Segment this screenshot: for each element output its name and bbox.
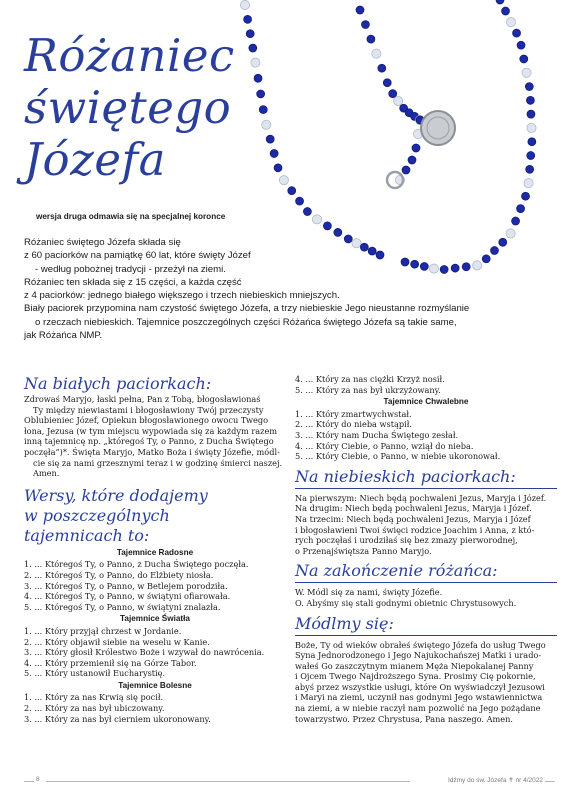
list-item: 1. ... Który za nas Krwią się pocił. — [24, 692, 164, 703]
lets-pray-heading: Módlmy się: — [295, 616, 557, 636]
prayer-line: łona, Jezusa (w tym miejscu wypowiada się za każdym razem — [24, 425, 278, 436]
white-beads-prayer — [24, 394, 286, 479]
blue-bead — [274, 164, 282, 172]
blue-bead — [389, 90, 397, 98]
right-column — [295, 374, 557, 724]
blue-beads-heading: Na niebieskich paciorkach: — [295, 469, 557, 489]
blue-bead — [522, 192, 530, 200]
blue-bead — [512, 217, 520, 225]
title-line-3: Józefa — [24, 133, 166, 186]
bolesne-title: Tajemnice Bolesne — [118, 680, 192, 690]
blue-bead — [527, 152, 535, 160]
blue-bead — [367, 35, 375, 43]
blue-bead — [270, 149, 278, 157]
prayer-line: Amen. — [33, 468, 60, 479]
prayer-line: na ziemi, a w niebie raczył nam pozwolić na Jego pożądane — [295, 703, 541, 714]
list-item: 5. ... Który ustanowił Eucharystię. — [24, 668, 166, 679]
blue-bead — [296, 197, 304, 205]
verses-heading-line: Wersy, które dodajemy — [24, 485, 208, 505]
list-item: 5. ... Który Ciebie, o Panno, w niebie ukoronował. — [295, 451, 501, 462]
intro-line: Różaniec świętego Józefa składa się — [24, 237, 181, 248]
subtitle: wersja druga odmawia się na specjalnej koronce — [36, 212, 226, 221]
radosne-title: Tajemnice Radosne — [116, 547, 194, 557]
blue-bead — [520, 55, 528, 63]
prayer-line: rych poczęłaś i urodziłaś się bez zmazy pierworodnej, — [295, 535, 518, 546]
intro-line: Różaniec ten składa się z 15 części, a każda część — [24, 276, 242, 288]
list-item: 5. ... Który za nas był ukrzyżowany. — [295, 384, 441, 395]
footer-rule — [46, 781, 410, 782]
list-item: 2. ... Który za nas był ubiczowany. — [24, 703, 165, 714]
prayer-line: i Maryi na ziemi, uczynił nas godnymi Jego wstawiennictwa — [295, 692, 543, 703]
footer-rule — [545, 781, 555, 782]
blue-bead — [496, 0, 504, 4]
blue-bead — [303, 208, 311, 216]
blue-bead — [254, 74, 262, 82]
prayer-line: O. Abyśmy się stali godnymi obietnic Chrystusowych. — [295, 597, 517, 608]
prayer-line: Na pierwszym: Niech będą pochwaleni Jezus, Maryja i Józef. — [295, 492, 547, 503]
intro-line: jak Różańca NMP. — [24, 330, 103, 342]
blue-bead — [527, 110, 535, 118]
white-bead — [240, 0, 249, 9]
list-item: 1. ... Któregoś Ty, o Panno, z Ducha Świętego poczęła. — [24, 559, 249, 570]
left-column — [24, 374, 286, 724]
prayer-line: Zdrowaś Maryjo, łaski pełna, Pan z Tobą, błogosławionaś — [24, 394, 261, 404]
blue-bead — [513, 29, 521, 37]
list-item: 1. ... Który przyjął chrzest w Jordanie. — [24, 625, 182, 636]
prayer-line: i błogosławieni Twoi święci rodzice Joachim i Anna, z któ- — [295, 524, 535, 535]
blue-bead — [383, 79, 391, 87]
prayer-line: Syna Jednorodzonego i Jego Najukochańszej Matki i urado- — [295, 650, 542, 661]
swiatla-title: Tajemnice Światła — [120, 614, 190, 624]
list-item: 2. ... Który do nieba wstąpił. — [295, 419, 413, 430]
blue-bead — [323, 222, 331, 230]
title-line-1: Różaniec — [24, 29, 235, 82]
blue-bead — [402, 166, 410, 174]
blue-bead — [408, 156, 416, 164]
prayer-line: o Przenajświętsza Panno Maryjo. — [295, 545, 432, 556]
prayer-line: poczęła”)*. Święta Maryjo, Matko Boża i święty Józefie, módl- — [24, 446, 280, 457]
white-bead — [394, 96, 403, 105]
prayer-line: Oblubieniec Józef, Opiekun błogosławionego owocu Twego — [24, 415, 269, 426]
verses-heading — [24, 486, 286, 546]
magazine-name: Idźmy do św. Józefa ✝ nr 4/2022 — [447, 777, 543, 784]
footer-rule — [24, 781, 34, 782]
verses-heading-line: tajemnicach to: — [24, 525, 150, 545]
blue-bead — [257, 90, 265, 98]
white-bead — [312, 215, 321, 224]
prayer-line: Ty między niewiastami i błogosławiony Twój przeczysty — [33, 404, 264, 415]
list-item: 2. ... Któregoś Ty, o Panno, do Elżbiety niosła. — [24, 569, 214, 580]
intro-line: z 4 paciorków: jednego białego większego i trzech niebieskich mniejszych. — [24, 290, 340, 302]
prayer-line: cie się za nami grzesznymi teraz i w godzinę śmierci naszej. — [33, 457, 283, 468]
blue-bead — [526, 165, 534, 173]
white-bead — [372, 49, 381, 58]
white-bead — [524, 179, 533, 188]
blue-bead — [502, 7, 510, 15]
prayer-line: abyś przez wszystkie usługi, które On wyświadczył Jezusowi — [295, 681, 545, 692]
list-item: 5. ... Któregoś Ty, o Panno, w świątyni znalazła. — [24, 601, 221, 612]
list-item: 2. ... Który objawił siebie na weselu w Kanie. — [24, 636, 210, 647]
blue-bead — [288, 187, 296, 195]
intro-line: o rzeczach niebieskich. Tajemnice poszczególnych części Różańca świętego Józefa są takie same, — [35, 316, 457, 328]
list-item: 3. ... Który nam Ducha Świętego zesłał. — [295, 429, 459, 440]
intro-line: z 60 paciorków na pamiątkę 60 lat, które święty Józef — [24, 250, 251, 262]
intro-paragraph — [24, 236, 564, 342]
list-item: 3. ... Któregoś Ty, o Panno, w Betlejem porodziła. — [24, 580, 228, 591]
chwalebne-title: Tajemnice Chwalebne — [383, 397, 469, 407]
blue-bead — [517, 205, 525, 213]
verses-heading-line: w poszczególnych — [24, 505, 170, 525]
blue-bead — [412, 144, 420, 152]
white-bead — [522, 68, 531, 77]
list-item: 4. ... Który za nas ciężki Krzyż nosił. — [295, 374, 445, 384]
white-bead — [262, 120, 271, 129]
list-item: 1. ... Który zmartwychwstał. — [295, 408, 412, 419]
white-beads-heading: Na białych paciorkach: — [24, 374, 212, 393]
blue-bead — [361, 21, 369, 29]
intro-line: Biały paciorek przypomina nam czystość świętego Józefa, a trzy niebieskie Jego nieustanne rozmyślanie — [24, 303, 470, 315]
list-item: 4. ... Który Ciebie, o Panno, wziął do nieba. — [295, 440, 474, 451]
ending-heading: Na zakończenie różańca: — [295, 563, 557, 583]
list-item: 3. ... Który za nas był cierniem ukoronowany. — [24, 713, 211, 724]
blue-bead — [356, 6, 364, 14]
blue-bead — [528, 138, 536, 146]
page-number: 8 — [36, 776, 40, 783]
prayer-line: Boże, Ty od wieków obrałeś świętego Józefa do usług Twego — [295, 639, 546, 650]
prayer-line: wałeś Go zaszczytnym mianem Męża Niepokalanej Panny — [295, 660, 534, 671]
list-item: 4. ... Który przemienił się na Górze Tabor. — [24, 657, 197, 668]
prayer-line: towarzystwo. Przez Chrystusa, Pana naszego. Amen. — [295, 713, 514, 724]
prayer-line: W. Módl się za nami, święty Józefie. — [295, 587, 443, 598]
blue-bead — [259, 106, 267, 114]
prayer-line: i Ojcem Twego Najdroższego Syna. Prosimy Cię pokornie, — [295, 671, 536, 682]
blue-bead — [517, 41, 525, 49]
page-title — [24, 30, 254, 186]
medal-icon — [421, 111, 455, 145]
prayer-line: Na drugim: Niech będą pochwaleni Jezus, Maryja i Józef. — [295, 503, 532, 514]
title-line-2: świętego — [24, 81, 232, 134]
list-item: 3. ... Który głosił Królestwo Boże i wzywał do nawrócenia. — [24, 647, 265, 658]
prayer-line: inną tajemnicę np. „któregoś Ty, o Panno, z Ducha Świętego — [24, 436, 274, 447]
white-bead — [506, 17, 515, 26]
intro-line: - według pobożnej tradycji - przeżył na ziemi. — [35, 263, 226, 275]
list-item: 4. ... Któregoś Ty, o Panno, w świątyni ofiarowała. — [24, 591, 231, 602]
blue-bead — [244, 15, 252, 23]
blue-bead — [266, 135, 274, 143]
page-footer — [24, 776, 555, 788]
blue-bead — [525, 83, 533, 91]
blue-bead — [526, 96, 534, 104]
prayer-line: Na trzecim: Niech będą pochwaleni Jezus, Maryja i Józef — [295, 513, 531, 524]
blue-bead — [378, 64, 386, 72]
white-bead — [527, 123, 536, 132]
white-bead — [279, 176, 288, 185]
